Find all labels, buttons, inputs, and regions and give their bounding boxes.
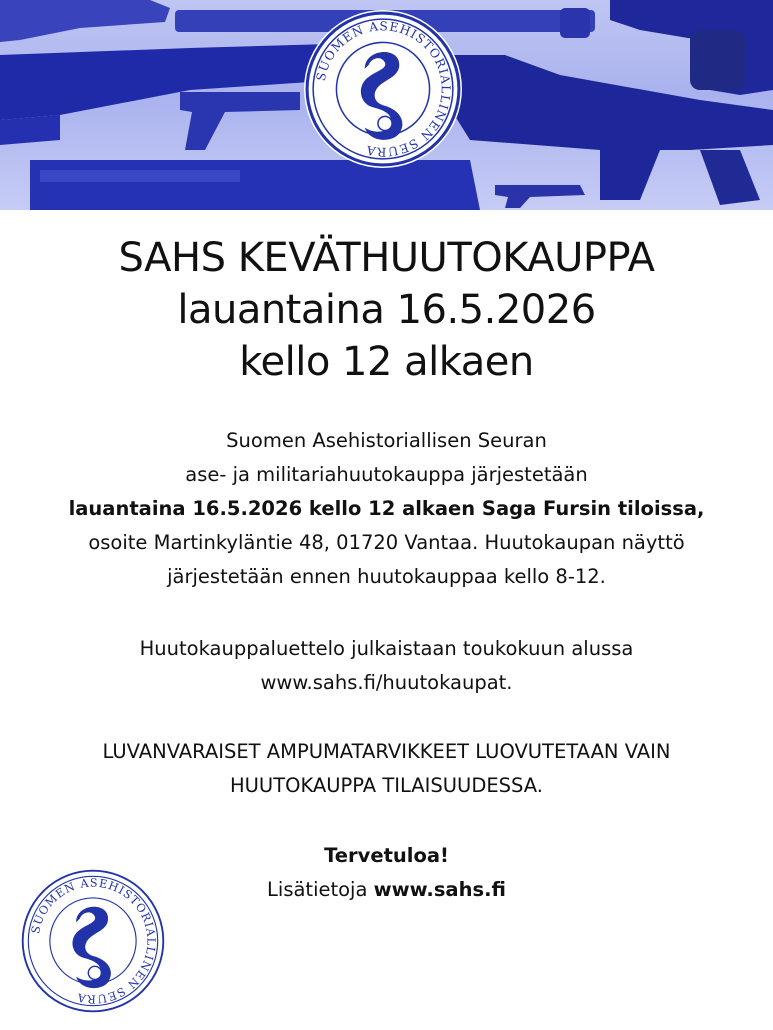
catalog-paragraph xyxy=(0,632,773,700)
intro-line: järjestetään ennen huutokauppaa kello 8-12. xyxy=(167,565,606,588)
notice-line: LUVANVARAISET AMPUMATARVIKKEET LUOVUTETAAN VAIN xyxy=(102,740,671,763)
headline-date: lauantaina 16.5.2026 xyxy=(177,287,596,333)
intro-line: osoite Martinkyläntie 48, 01720 Vantaa. Huutokaupan näyttö xyxy=(88,531,685,554)
intro-line-bold: lauantaina 16.5.2026 kello 12 alkaen Saga Fursin tiloissa, xyxy=(68,497,705,520)
svg-text:SUOMEN ASEHISTORIALLINEN SEURA: SUOMEN ASEHISTORIALLINEN SEURA xyxy=(313,19,453,159)
notice-paragraph xyxy=(0,735,773,803)
headline-time: kello 12 alkaen xyxy=(239,339,534,385)
intro-paragraph xyxy=(0,424,773,594)
welcome-text: Tervetuloa! xyxy=(324,844,449,867)
headline xyxy=(0,232,773,388)
catalog-line: Huutokauppaluettelo julkaistaan toukokuun alussa xyxy=(139,637,634,660)
intro-line: ase- ja militariahuutokauppa järjestetään xyxy=(185,463,588,486)
more-info-prefix: Lisätietoja xyxy=(267,878,374,901)
catalog-link[interactable]: www.sahs.fi/huutokaupat. xyxy=(260,671,513,694)
seal-logo-top xyxy=(302,8,464,170)
seal-logo-bottom xyxy=(18,866,168,1016)
svg-text:SUOMEN ASEHISTORIALLINEN SEURA: SUOMEN ASEHISTORIALLINEN SEURA xyxy=(29,876,158,1006)
intro-line: Suomen Asehistoriallisen Seuran xyxy=(226,429,547,452)
website-link[interactable]: www.sahs.fi xyxy=(373,878,506,901)
notice-line: HUUTOKAUPPA TILAISUUDESSA. xyxy=(230,774,543,797)
headline-title: SAHS KEVÄTHUUTOKAUPPA xyxy=(118,235,655,281)
